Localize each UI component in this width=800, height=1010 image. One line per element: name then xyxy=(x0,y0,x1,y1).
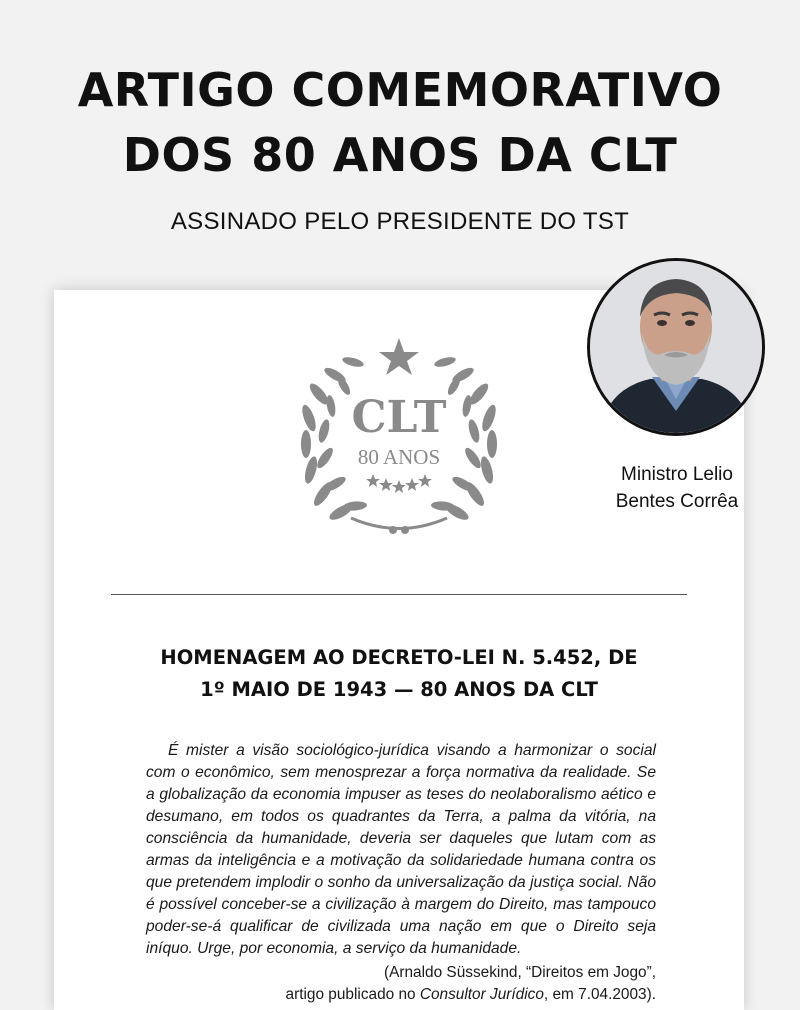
citation-line-1: (Arnaldo Süssekind, “Direitos em Jogo”, xyxy=(383,964,656,981)
laurel-wreath-star-emblem-icon xyxy=(289,334,509,544)
divider xyxy=(111,594,687,595)
citation-line-2-suffix: , em 7.04.2003). xyxy=(543,986,656,1003)
headline-line-1: ARTIGO COMEMORATIVO xyxy=(77,63,723,117)
minister-portrait-icon xyxy=(590,261,762,433)
headline-line-2: DOS 80 ANOS DA CLT xyxy=(122,128,678,182)
emblem-subtext: 80 ANOS xyxy=(357,445,441,469)
quote-citation xyxy=(144,962,656,1006)
portrait-caption xyxy=(590,461,764,515)
portrait-caption-line-1: Ministro Lelio xyxy=(621,464,733,485)
citation-source: Consultor Jurídico xyxy=(419,986,544,1003)
portrait-caption-line-2: Bentes Corrêa xyxy=(615,491,739,512)
subtitle: ASSINADO PELO PRESIDENTE DO TST xyxy=(170,208,630,235)
emblem-text: CLT xyxy=(351,392,447,443)
citation-line-2-prefix: artigo publicado no xyxy=(285,986,420,1003)
document-title-line-1: HOMENAGEM AO DECRETO-LEI N. 5.452, DE xyxy=(160,646,638,669)
avatar xyxy=(587,258,765,436)
document-title-line-2: 1º MAIO DE 1943 — 80 ANOS DA CLT xyxy=(200,678,598,701)
document-title xyxy=(114,642,684,706)
headline xyxy=(0,58,800,188)
epigraph-quote: É mister a visão sociológico-jurídica visando a harmonizar o social com o econômico, sem menosprezar a força normativa da realidade. Se a globalização da economia impuser as teses do neolaboralismo aético e desumano, em todos os quadrantes da Terra, a palma da vitória, na consciência da humanidade, deveria ser daqueles que lutam com as armas da inteligência e a motivação da solidariedade humana contra os que pretendem implodir o sonho da universalização da justiça social. Não é possível conceber-se a civilização à margem do Direito, mas tampouco poder-se-á qualificar de civilizada uma nação em que o Direito seja iníquo. Urge, por economia, a serviço da humanidade. xyxy=(146,742,656,957)
